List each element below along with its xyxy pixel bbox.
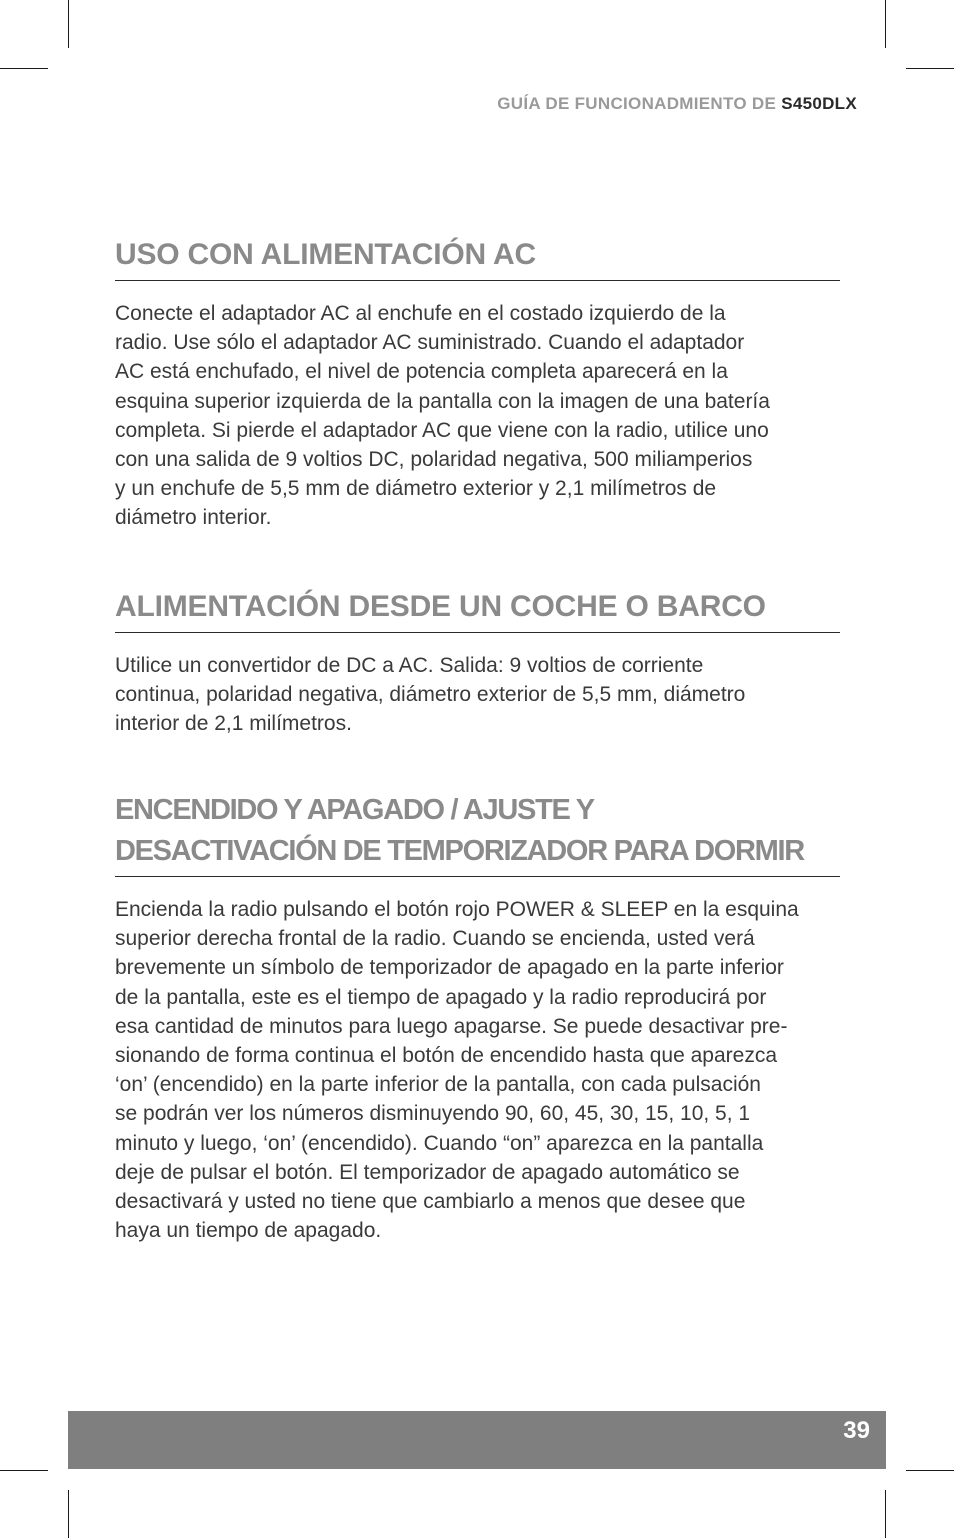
crop-mark-top-left-vertical	[68, 0, 69, 48]
section-body: Utilice un convertidor de DC a AC. Salida: 9 voltios de corriente continua, polaridad negativa, diámetro exterior de 5,5 mm, diámetro interior de 2,1 milímetros.	[115, 654, 746, 736]
section-title: ALIMENTACIÓN DESDE UN COCHE O BARCO	[115, 586, 840, 633]
crop-mark-bottom-right-horizontal	[906, 1470, 954, 1471]
footer-bar	[68, 1411, 886, 1469]
guide-label: GUÍA DE FUNCIONADMIENTO DE	[497, 94, 777, 113]
section-title: ENCENDIDO Y APAGADO / AJUSTE Y DESACTIVACIÓN DE TEMPORIZADOR PARA DORMIR	[115, 790, 840, 877]
crop-mark-bottom-right-vertical	[885, 1490, 886, 1538]
section-car-boat-power	[115, 586, 840, 739]
running-header	[497, 94, 857, 114]
crop-mark-top-right-vertical	[885, 0, 886, 48]
page-number: 39	[843, 1417, 870, 1444]
section-body: Encienda la radio pulsando el botón rojo POWER & SLEEP en la esquina superior derecha frontal de la radio. Cuando se encienda, usted verá brevemente un símbolo de temporizador de apagado en la parte inferior de la pantalla, este es el tiempo de apagado y la radio reproducirá por esa cantidad de minutos para luego apagarse. Se puede desactivar pre- sionando de forma continua el botón de encendido hasta que aparezca ‘on’ (encendido) en la parte inferior de la pantalla, con cada pulsación se podrán ver los números disminuyendo 90, 60, 45, 30, 15, 10, 5, 1 minuto y luego, ‘on’ (encendido). Cuando “on” aparezca en la pantalla deje de pulsar el botón. El temporizador de apagado automático se desactivará y usted no tiene que cambiarlo a menos que desee que haya un tiempo de apagado.	[115, 898, 799, 1243]
section-body: Conecte el adaptador AC al enchufe en el costado izquierdo de la radio. Use sólo el adaptador AC suministrado. Cuando el adaptador AC está enchufado, el nivel de potencia completa aparecerá en la esquina superior izquierda de la pantalla con la imagen de una batería completa. Si pierde el adaptador AC que viene con la radio, utilice uno con una salida de 9 voltios DC, polaridad negativa, 500 miliamperios y un enchufe de 5,5 mm de diámetro exterior y 2,1 milímetros de diámetro interior.	[115, 302, 770, 530]
crop-mark-top-left-horizontal	[0, 68, 48, 69]
crop-mark-top-right-horizontal	[906, 68, 954, 69]
model-name: S450DLX	[781, 94, 857, 113]
section-ac-power	[115, 234, 840, 533]
section-title: USO CON ALIMENTACIÓN AC	[115, 234, 840, 281]
crop-mark-bottom-left-horizontal	[0, 1470, 48, 1471]
crop-mark-bottom-left-vertical	[68, 1490, 69, 1538]
section-power-sleep-timer	[115, 790, 840, 1245]
